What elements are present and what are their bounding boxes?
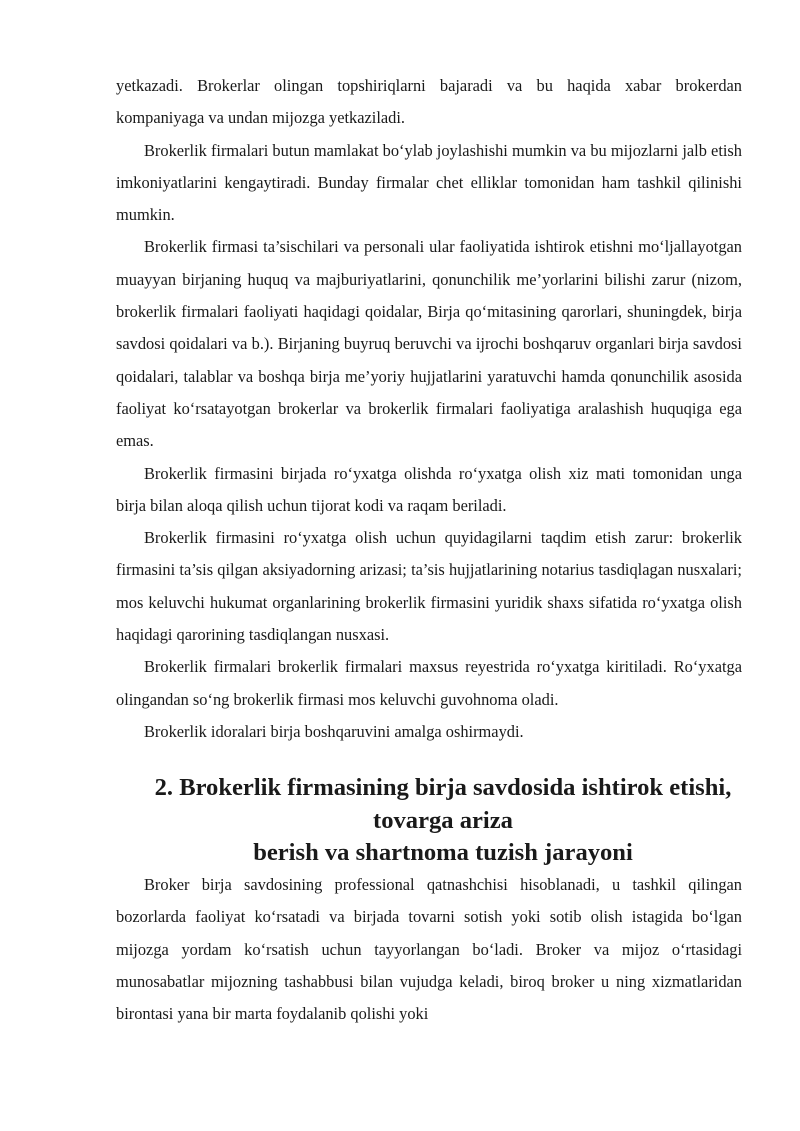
section-heading-line-1: 2. Brokerlik firmasining birja savdosida ishtirok etishi, tovarga ariza xyxy=(154,774,732,834)
paragraph-continuation: yetkazadi. Brokerlar olingan topshiriqlarni bajaradi va bu haqida xabar brokerdan kompaniyaga va undan mijozga yetkaziladi. xyxy=(116,76,742,128)
paragraph: Brokerlik idoralari birja boshqaruvini amalga oshirmaydi. xyxy=(144,721,524,741)
paragraph: Brokerlik firmalari brokerlik firmalari maxsus reyestrida ro‘yxatga kiritiladi. Ro‘yxatga olingandan so‘ng brokerlik firmasi mos keluvchi guvohnoma oladi. xyxy=(116,657,742,709)
section-heading-line-2: berish va shartnoma tuzish jarayoni xyxy=(253,838,633,866)
spacer xyxy=(116,748,742,772)
paragraph: Broker birja savdosining professional qatnashchisi hisoblanadi, u tashkil qilingan bozorlarda faoliyat ko‘rsatadi va birjada tovarni sotish yoki sotib olish istagida bo‘lgan mijozga yordam ko‘rsatish uchun tayyorlangan bo‘ladi. Broker va mijoz o‘rtasidagi munosabatlar mijozning tashabbusi bilan vujudga keladi, biroq broker u ning xizmatlaridan birontasi yana bir marta foydalanib qolishi yoki xyxy=(116,875,742,1024)
paragraph: Brokerlik firmasi ta’sischilari va personali ular faoliyatida ishtirok etishni mo‘ljallayotgan muayyan birjaning huquq va majburiyatlarini, qonunchilik me’yorlarini bilishi zarur (nizom, brokerlik firmalari faoliyati haqidagi qoidalar, Birja qo‘mitasining qarorlari, shuningdek, birja savdosi qoidalari va b.). Birjaning buyruq beruvchi va ijrochi boshqaruv organlari birja savdosi qoidalari, talablar va boshqa birja me’yoriy hujjatlarini yaratuvchi hamda qonunchilik asosida faoliyat ko‘rsatayotgan brokerlar va brokerlik firmalari faoliyatiga aralashish huquqiga ega emas. xyxy=(116,237,742,451)
paragraph: Brokerlik firmalari butun mamlakat bo‘ylab joylashishi mumkin va bu mijozlarni jalb etish imkoniyatlarini kengaytiradi. Bunday firmalar chet elliklar tomonidan ham tashkil qilinishi mumkin. xyxy=(116,140,742,225)
document-body xyxy=(116,70,742,1031)
section-heading xyxy=(116,772,742,869)
paragraph: Brokerlik firmasini ro‘yxatga olish uchun quyidagilarni taqdim etish zarur: brokerlik firmasini ta’sis qilgan aksiyadorning arizasi; ta’sis hujjatlarining notarius tasdiqlagan nusxalari; mos keluvchi hukumat organlarining brokerlik firmasini yuridik shaxs sifatida ro‘yxatga olish haqidagi qarorining tasdiqlangan nusxasi. xyxy=(116,528,742,645)
paragraph: Brokerlik firmasini birjada ro‘yxatga olishda ro‘yxatga olish xiz mati tomonidan unga birja bilan aloqa qilish uchun tijorat kodi va raqam beriladi. xyxy=(116,463,742,515)
